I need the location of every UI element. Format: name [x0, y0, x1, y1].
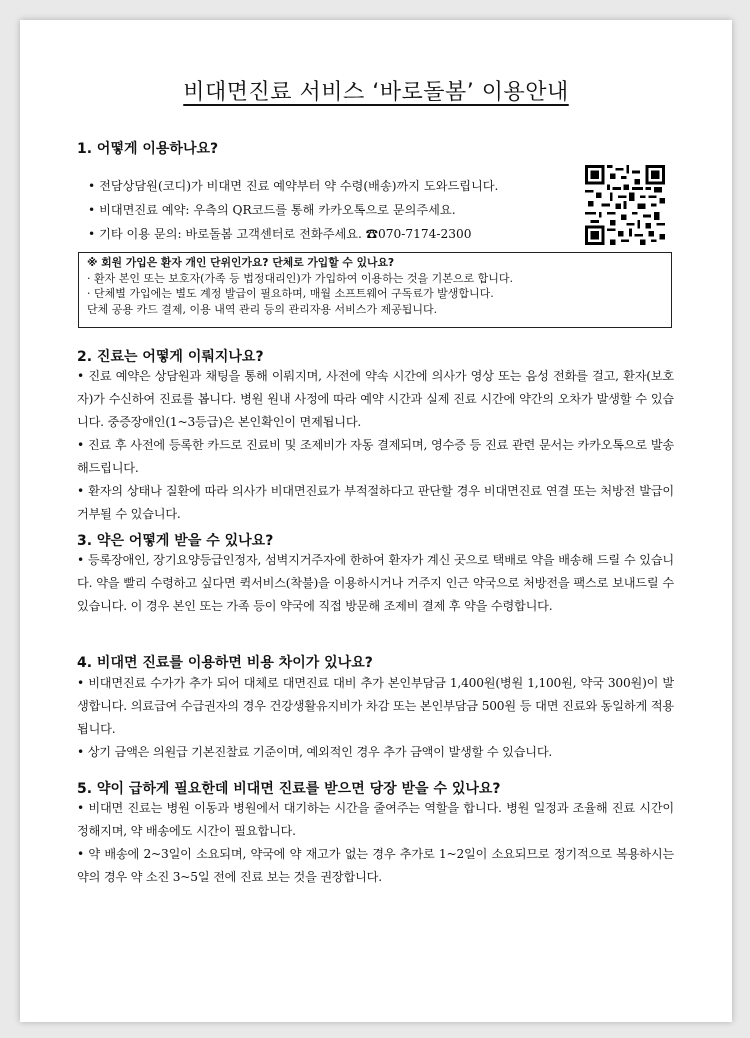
section-5-heading: 5. 약이 급하게 필요한데 비대면 진료를 받으면 당장 받을 수 있나요? — [77, 781, 501, 797]
page-title: 비대면진료 서비스 ‘바로돌봄’ 이용안내 — [183, 80, 569, 105]
section-2-paragraph-3: • 환자의 상태나 질환에 따라 의사가 비대면진료가 부적절하다고 판단할 경우 비대면진료 연결 또는 처방전 발급이 거부될 수 있습니다. — [77, 484, 674, 521]
section-3-paragraph-1: • 등록장애인, 장기요양등급인정자, 섬벽지거주자에 한하여 환자가 계신 곳으로 택배로 약을 배송해 드릴 수 있습니다. 약을 빨리 수령하고 싶다면 퀵서비스(착불)을 이용하시거나 거주지 인근 약국으로 처방전을 팩스로 보내드릴 수 있습니다. 이 경우 본인 또는 가족 등이 약국에 직접 방문해 조제비 결제 후 약을 수령합니다. — [77, 553, 674, 613]
section-5-paragraph-1: • 비대면 진료는 병원 이동과 병원에서 대기하는 시간을 줄여주는 역할을 합니다. 병원 일정과 조율해 진료 시간이 정해지며, 약 배송에도 시간이 필요합니다. — [77, 801, 674, 838]
section-4-body — [77, 672, 674, 764]
document-page — [20, 20, 732, 1022]
section-2-heading: 2. 진료는 어떻게 이뤄지나요? — [77, 349, 264, 365]
bullet-icon: • — [77, 676, 84, 690]
bullet-icon: • — [88, 179, 100, 193]
bullet-icon: • — [77, 369, 84, 383]
section-1-bullet-1: • 전담상담원(코디)가 비대면 진료 예약부터 약 수령(배송)까지 도와드립니다. — [88, 179, 499, 193]
notice-heading: ※ 회원 가입은 환자 개인 단위인가요? 단체로 가입할 수 있나요? — [87, 256, 395, 269]
notice-line: · 단체별 가입에는 별도 계정 발급이 필요하며, 매월 소프트웨어 구독료가 발생합니다. — [87, 287, 494, 300]
bullet-icon: • — [88, 203, 100, 217]
section-1-bullet-2: • 비대면진료 예약: 우측의 QR코드를 통해 카카오톡으로 문의주세요. — [88, 203, 456, 217]
section-2-body — [77, 365, 674, 526]
notice-line: 단체 공용 카드 결제, 이용 내역 관리 등의 관리자용 서비스가 제공됩니다. — [87, 302, 438, 316]
membership-notice-box — [78, 252, 672, 328]
section-1-bullet-3: • 기타 이용 문의: 바로돌봄 고객센터로 전화주세요. ☎070-7174-2300 — [88, 227, 472, 241]
section-5-body — [77, 797, 674, 889]
bullet-icon: • — [77, 484, 84, 498]
section-3-body — [77, 549, 674, 618]
bullet-icon: • — [77, 553, 84, 567]
notice-line: · 환자 본인 또는 보호자(가족 등 법정대리인)가 가입하여 이용하는 것을 기본으로 합니다. — [87, 271, 513, 285]
section-2-paragraph-1: • 진료 예약은 상담원과 채팅을 통해 이뤄지며, 사전에 약속 시간에 의사가 영상 또는 음성 전화를 걸고, 환자(보호자)가 수신하여 진료를 봅니다. 병원 원내 사정에 따라 예약 시간과 실제 진료 시간에 약간의 오차가 발생할 수 있습니다. 중증장애인(1~3등급)은 본인확인이 면제됩니다. — [77, 369, 674, 429]
section-3-heading: 3. 약은 어떻게 받을 수 있나요? — [77, 533, 274, 549]
bullet-icon: • — [77, 745, 84, 759]
section-1-heading: 1. 어떻게 이용하나요? — [77, 141, 219, 157]
section-2-paragraph-2: • 진료 후 사전에 등록한 카드로 진료비 및 조제비가 자동 결제되며, 영수증 등 진료 관련 문서는 카카오톡으로 발송해드립니다. — [77, 438, 674, 475]
bullet-icon: • — [88, 227, 100, 241]
section-4-paragraph-2: • 상기 금액은 의원급 기본진찰료 기준이며, 예외적인 경우 추가 금액이 발생할 수 있습니다. — [77, 745, 553, 759]
bullet-icon: • — [77, 847, 84, 861]
section-4-heading: 4. 비대면 진료를 이용하면 비용 차이가 있나요? — [77, 655, 373, 671]
bullet-icon: • — [77, 801, 84, 815]
bullet-icon: • — [77, 438, 84, 452]
section-5-paragraph-2: • 약 배송에 2~3일이 소요되며, 약국에 약 재고가 없는 경우 추가로 1~2일이 소요되므로 정기적으로 복용하시는 약의 경우 약 소진 3~5일 전에 진료 보는 것을 권장합니다. — [77, 847, 674, 884]
qr-code-icon[interactable] — [585, 165, 665, 245]
section-4-paragraph-1: • 비대면진료 수가가 추가 되어 대체로 대면진료 대비 추가 본인부담금 1,400원(병원 1,100원, 약국 300원)이 발생합니다. 의료급여 수급권자의 경우 건강생활유지비가 차감 또는 본인부담금 500원 등 대면 진료와 동일하게 적용됩니다. — [77, 676, 674, 736]
